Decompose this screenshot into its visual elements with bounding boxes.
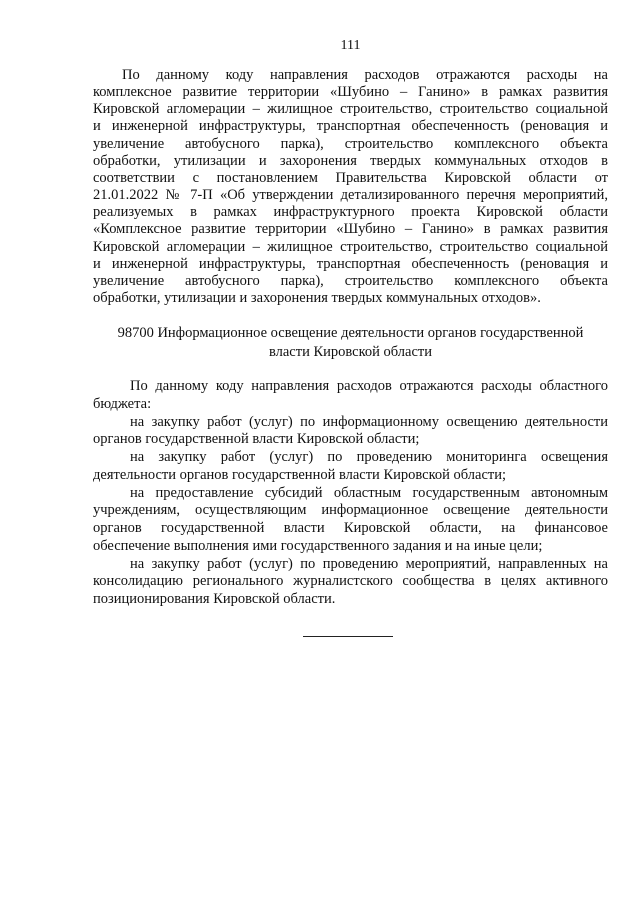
text-line: Кировской агломерации – жилищное строительство, строительство социальной: [93, 101, 608, 118]
list-item-line: на предоставление субсидий областным государственным автономным: [130, 484, 608, 501]
text-line: и инженерной инфраструктуры, транспортная обеспеченность (реновация и: [93, 255, 608, 272]
text-line: увеличение автобусного парка), строительство комплексного объекта: [93, 135, 608, 152]
text-line: По данному коду направления расходов отражаются расходы на: [122, 67, 608, 83]
text-line: бюджета:: [93, 395, 152, 412]
text-line: комплексное развитие территории «Шубино – Ганино» в рамках развития: [93, 84, 608, 101]
list-item-line: позиционирования Кировской области.: [93, 591, 336, 607]
list-item-line: деятельности органов государственной власти Кировской области;: [93, 466, 507, 483]
list-item-line: органов государственной власти Кировской области;: [93, 431, 420, 448]
text-line: По данному коду направления расходов отражаются расходы областного: [130, 378, 608, 394]
text-line: 21.01.2022 № 7-П «Об утверждении детализированного перечня мероприятий,: [93, 187, 608, 204]
list-item-line: учреждениям, осуществляющим информационное освещение деятельности: [93, 502, 608, 519]
page-number: 111: [340, 38, 361, 53]
list-item-line: консолидацию регионального журналистского сообщества в целях активного: [93, 573, 608, 590]
paragraph-expense-direction-description: [93, 67, 608, 307]
list-item-line: на закупку работ (услуг) по проведению мониторинга освещения: [130, 449, 608, 465]
heading-line: 98700 Информационное освещение деятельности органов государственной: [117, 325, 584, 341]
text-line: увеличение автобусного парка), строительство комплексного объекта: [93, 272, 608, 289]
text-line: «Комплексное развитие территории «Шубино – Ганино» в рамках развития: [93, 221, 608, 238]
text-line: и инженерной инфраструктуры, транспортная обеспеченность (реновация и: [93, 118, 608, 135]
paragraph-section-98700-description: [93, 378, 608, 609]
text-line: Кировской агломерации – жилищное строительство, строительство социальной: [93, 238, 608, 255]
text-line: соответствии с постановлением Правительства Кировской области от: [93, 169, 608, 186]
list-item-line: на закупку работ (услуг) по информационному освещению деятельности: [130, 413, 608, 430]
list-item-line: на закупку работ (услуг) по проведению мероприятий, направленных на: [130, 555, 608, 572]
list-item-line: органов государственной власти Кировской области, на финансовое: [93, 520, 608, 536]
text-line: обработки, утилизации и захоронения твердых коммунальных отходов в: [93, 152, 608, 169]
text-line: реализуемых в рамках инфраструктурного проекта Кировской области: [93, 204, 608, 221]
text-line: обработки, утилизации и захоронения твердых коммунальных отходов».: [93, 290, 541, 307]
list-item-line: обеспечение выполнения ими государственного задания и на иные цели;: [93, 537, 543, 554]
end-separator-line: [303, 636, 393, 637]
heading-line: власти Кировской области: [268, 343, 433, 360]
section-heading: [93, 324, 608, 361]
